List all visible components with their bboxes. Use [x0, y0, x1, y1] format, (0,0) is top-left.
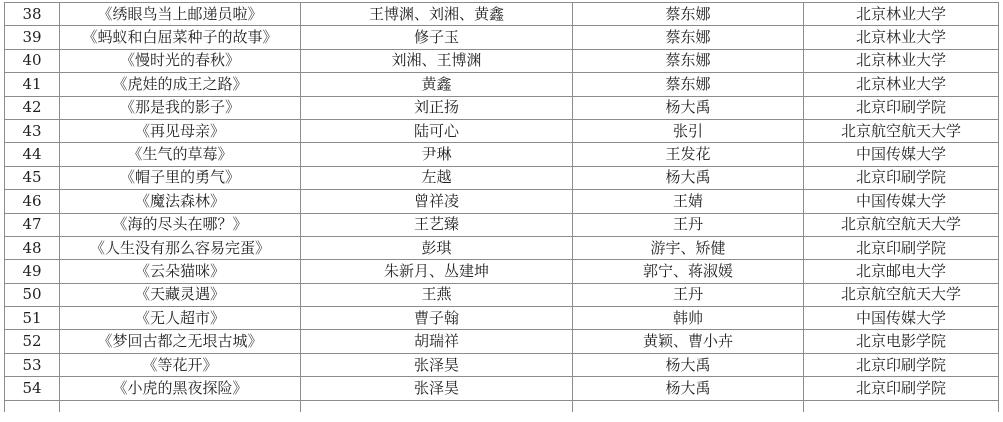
- cell-number: 38: [5, 3, 60, 26]
- cell-title: 《天藏灵遇》: [60, 283, 301, 306]
- cell-instructor: 杨大禹: [573, 96, 804, 119]
- table-row: [5, 119, 999, 142]
- cell-instructor: 王丹: [573, 213, 804, 236]
- table-row: [5, 26, 999, 49]
- cell-university: 中国传媒大学: [804, 307, 999, 330]
- cell-instructor: 杨大禹: [573, 353, 804, 376]
- cell-number: 46: [5, 190, 60, 213]
- cell-number: 47: [5, 213, 60, 236]
- cell-number: 48: [5, 236, 60, 259]
- cell-number: 50: [5, 283, 60, 306]
- cell-number: 43: [5, 119, 60, 142]
- cell-title: 《绣眼鸟当上邮递员啦》: [60, 3, 301, 26]
- cell-number: 45: [5, 166, 60, 189]
- cell-title: 《帽子里的勇气》: [60, 166, 301, 189]
- cell-author: 王博渊、刘湘、黄鑫: [301, 3, 573, 26]
- cell-number: 53: [5, 353, 60, 376]
- cell-number: 54: [5, 377, 60, 400]
- cell-instructor: 蔡东娜: [573, 26, 804, 49]
- table-row-cutoff: [5, 400, 999, 412]
- cell-university: 北京印刷学院: [804, 353, 999, 376]
- cell-author: 曹子翰: [301, 307, 573, 330]
- cell-number: 41: [5, 73, 60, 96]
- cell-title: 《蚂蚁和白屈菜种子的故事》: [60, 26, 301, 49]
- cell-author: 修子玉: [301, 26, 573, 49]
- cell-author: 王燕: [301, 283, 573, 306]
- cell-university: 北京电影学院: [804, 330, 999, 353]
- table-row: [5, 213, 999, 236]
- cell-author: 黄鑫: [301, 73, 573, 96]
- cell-instructor: 蔡东娜: [573, 73, 804, 96]
- cell-author: 刘正扬: [301, 96, 573, 119]
- cell-title: 《再见母亲》: [60, 119, 301, 142]
- cell-title: 《云朵猫咪》: [60, 260, 301, 283]
- cell-university: 北京航空航天大学: [804, 213, 999, 236]
- cell-number: 39: [5, 26, 60, 49]
- table-row: [5, 3, 999, 26]
- cell-instructor: 杨大禹: [573, 166, 804, 189]
- cell-author: 陆可心: [301, 119, 573, 142]
- cell-university: 北京航空航天大学: [804, 119, 999, 142]
- cell-author: 刘湘、王博渊: [301, 49, 573, 72]
- cell-university: 北京林业大学: [804, 73, 999, 96]
- cell-university: 中国传媒大学: [804, 190, 999, 213]
- cell-title: 《梦回古都之无垠古城》: [60, 330, 301, 353]
- cell-number: 44: [5, 143, 60, 166]
- cell-university: 北京林业大学: [804, 3, 999, 26]
- cell-title: 《人生没有那么容易完蛋》: [60, 236, 301, 259]
- table-row: [5, 73, 999, 96]
- cell-instructor: 蔡东娜: [573, 3, 804, 26]
- cell-instructor: 王丹: [573, 283, 804, 306]
- table-row: [5, 236, 999, 259]
- cell-instructor: 王婧: [573, 190, 804, 213]
- cell-university: 北京林业大学: [804, 49, 999, 72]
- cell-author: [301, 400, 573, 412]
- table-row: [5, 307, 999, 330]
- table-row: [5, 283, 999, 306]
- table-row: [5, 330, 999, 353]
- table-row: [5, 96, 999, 119]
- cell-university: 北京林业大学: [804, 26, 999, 49]
- table-row: [5, 353, 999, 376]
- cell-title: 《等花开》: [60, 353, 301, 376]
- cell-instructor: 张引: [573, 119, 804, 142]
- cell-title: [60, 400, 301, 412]
- cell-instructor: 郭宁、蒋淑媛: [573, 260, 804, 283]
- cell-author: 彭琪: [301, 236, 573, 259]
- cell-number: 52: [5, 330, 60, 353]
- cell-title: 《生气的草莓》: [60, 143, 301, 166]
- cell-author: 张泽昊: [301, 353, 573, 376]
- table-row: [5, 260, 999, 283]
- cell-instructor: 蔡东娜: [573, 49, 804, 72]
- cell-author: 王艺臻: [301, 213, 573, 236]
- cell-title: 《那是我的影子》: [60, 96, 301, 119]
- cell-university: 北京印刷学院: [804, 236, 999, 259]
- cell-instructor: 杨大禹: [573, 377, 804, 400]
- cell-instructor: 王发花: [573, 143, 804, 166]
- cell-author: 胡瑞祥: [301, 330, 573, 353]
- awards-table-body: [5, 3, 999, 413]
- cell-instructor: [573, 400, 804, 412]
- cell-number: 40: [5, 49, 60, 72]
- cell-university: [804, 400, 999, 412]
- cell-university: 中国传媒大学: [804, 143, 999, 166]
- cell-title: 《小虎的黑夜探险》: [60, 377, 301, 400]
- cell-university: 北京印刷学院: [804, 377, 999, 400]
- cell-author: 张泽昊: [301, 377, 573, 400]
- cell-author: 尹琳: [301, 143, 573, 166]
- cell-author: 朱新月、丛建坤: [301, 260, 573, 283]
- table-row: [5, 190, 999, 213]
- cell-university: 北京邮电大学: [804, 260, 999, 283]
- cell-title: 《无人超市》: [60, 307, 301, 330]
- cell-instructor: 韩帅: [573, 307, 804, 330]
- cell-title: 《海的尽头在哪？》: [60, 213, 301, 236]
- cell-title: 《虎娃的成王之路》: [60, 73, 301, 96]
- cell-title: 《魔法森林》: [60, 190, 301, 213]
- cell-number: 42: [5, 96, 60, 119]
- awards-table: [4, 2, 999, 412]
- cell-author: 左越: [301, 166, 573, 189]
- cell-number: 51: [5, 307, 60, 330]
- table-row: [5, 143, 999, 166]
- cell-number: 49: [5, 260, 60, 283]
- cell-university: 北京印刷学院: [804, 166, 999, 189]
- cell-instructor: 黄颖、曹小卉: [573, 330, 804, 353]
- cell-university: 北京航空航天大学: [804, 283, 999, 306]
- cell-university: 北京印刷学院: [804, 96, 999, 119]
- table-row: [5, 49, 999, 72]
- cell-instructor: 游宇、矫健: [573, 236, 804, 259]
- table-row: [5, 166, 999, 189]
- table-row: [5, 377, 999, 400]
- cell-title: 《慢时光的春秋》: [60, 49, 301, 72]
- cell-number: [5, 400, 60, 412]
- cell-author: 曾祥凌: [301, 190, 573, 213]
